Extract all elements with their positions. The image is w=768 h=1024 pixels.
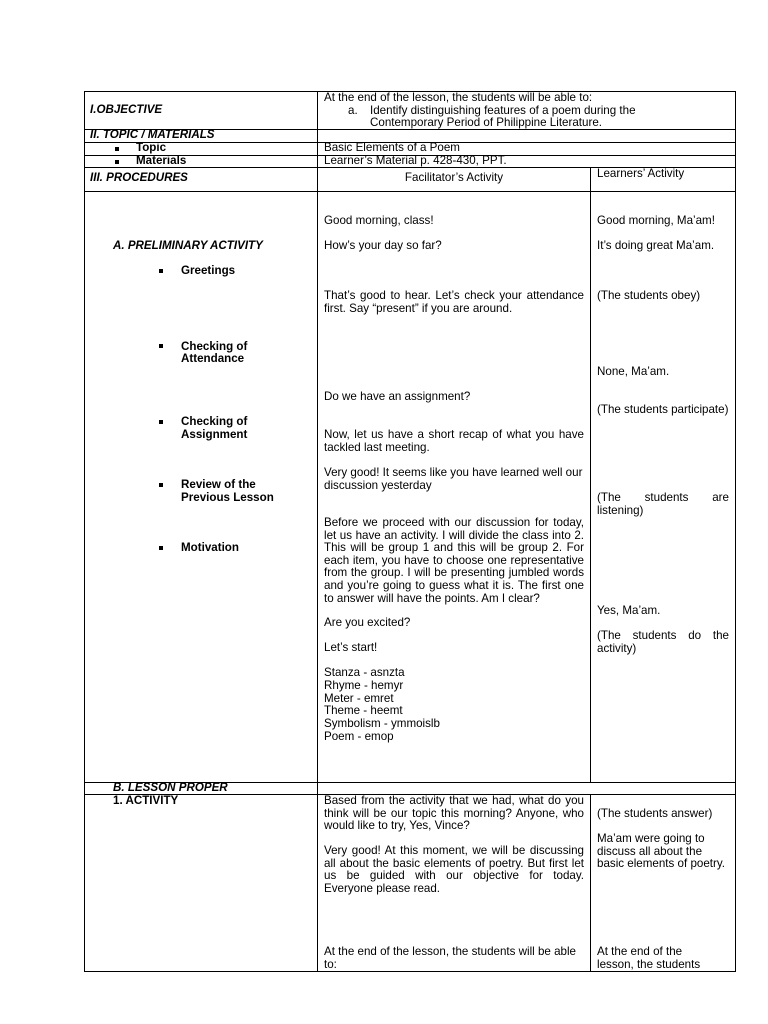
jumbled-word-6: Poem - emop [324, 730, 394, 743]
learner-activity: (The students do the activity) [597, 629, 729, 655]
table-border-col2-lower [590, 794, 591, 972]
facilitator-review: Very good! It seems like you have learned well our discussion yesterday [324, 466, 583, 492]
jumbled-word-5: Symbolism - ymmoislb [324, 717, 440, 730]
facilitator-start: Let’s start! [324, 641, 378, 654]
topic-value: Basic Elements of a Poem [324, 141, 460, 154]
assignment-label-1: Checking of [181, 415, 248, 428]
learner-yes: Yes, Ma’am. [597, 604, 661, 617]
review-label-2: Previous Lesson [181, 491, 274, 504]
learner-objective-1: At the end of the [597, 945, 683, 958]
facilitator-objective: At the end of the lesson, the students will be able to: [324, 945, 577, 971]
table-border-col2 [590, 167, 591, 782]
table-border-col1 [317, 91, 318, 972]
learner-answer: It’s doing great Ma’am. [597, 239, 715, 252]
facilitator-question: How’s your day so far? [324, 239, 442, 252]
topic-materials-label: II. TOPIC / MATERIALS [90, 128, 215, 141]
objective-intro: At the end of the lesson, the students will be able to: [324, 91, 593, 104]
greetings-label: Greetings [181, 264, 236, 277]
learner-participate: (The students participate) [597, 403, 729, 416]
learner-objective-2: lesson, the students [597, 958, 701, 971]
facilitator-excited: Are you excited? [324, 616, 411, 629]
bullet-icon [159, 483, 163, 487]
jumbled-word-1: Stanza - asnzta [324, 666, 405, 679]
attendance-label-1: Checking of [181, 340, 248, 353]
learner-topic-answer: Ma’am were going to discuss all about the basic elements of poetry. [597, 832, 726, 871]
learner-greeting: Good morning, Ma’am! [597, 214, 715, 227]
bullet-icon [159, 420, 163, 424]
preliminary-heading: A. PRELIMINARY ACTIVITY [113, 239, 263, 252]
facilitator-greeting: Good morning, class! [324, 214, 434, 227]
jumbled-word-4: Theme - heemt [324, 704, 403, 717]
facilitator-assignment: Do we have an assignment? [324, 390, 471, 403]
row-divider [84, 191, 736, 192]
learner-none: None, Ma’am. [597, 365, 670, 378]
learner-students-answer: (The students answer) [597, 807, 713, 820]
topic-label: Topic [136, 141, 167, 154]
facilitator-attendance: That’s good to hear. Let’s check your attendance first. Say “present” if you are around. [324, 289, 584, 315]
activity-label: 1. ACTIVITY [113, 794, 179, 807]
jumbled-word-3: Meter - emret [324, 692, 394, 705]
bullet-icon [159, 269, 163, 273]
table-border-right [735, 91, 736, 972]
bullet-icon [159, 546, 163, 550]
jumbled-word-2: Rhyme - hemyr [324, 679, 404, 692]
facilitator-discussion: Very good! At this moment, we will be discussing all about the basic elements of poetry. But first let us be guided with our objective for today. Everyone please read. [324, 844, 584, 895]
facilitator-recap: Now, let us have a short recap of what you have tackled last meeting. [324, 428, 584, 454]
materials-label: Materials [136, 154, 187, 167]
learner-obey: (The students obey) [597, 289, 701, 302]
facilitator-motivation: Before we proceed with our discussion for today, let us have an activity. I will divide the class into 2. This will be group 1 and this will be group 2. For each item, you have to choose one representative from the group. I will be presenting jumbled words and you’re going to guess what it is. The first one to answer will have the points. Am I clear? [324, 516, 584, 605]
facilitator-topic-question: Based from the activity that we had, what do you think will be our topic this morning? Anyone, who would like to try, Yes, Vince? [324, 794, 584, 833]
learners-header: Learners’ Activity [597, 167, 685, 180]
attendance-label-2: Attendance [181, 352, 245, 365]
objective-item-marker: a. [348, 104, 358, 117]
objective-item-line2: Contemporary Period of Philippine Literature. [370, 116, 602, 129]
assignment-label-2: Assignment [181, 428, 248, 441]
procedures-label: III. PROCEDURES [90, 171, 188, 184]
review-label-1: Review of the [181, 478, 256, 491]
facilitator-header: Facilitator’s Activity [404, 171, 504, 184]
table-border-left [84, 91, 85, 972]
bullet-icon [115, 147, 119, 151]
bullet-icon [115, 160, 119, 164]
motivation-label: Motivation [181, 541, 239, 554]
objective-item-line1: Identify distinguishing features of a poem during the [370, 104, 636, 117]
lesson-proper-heading: B. LESSON PROPER [113, 781, 228, 794]
objective-label: I.OBJECTIVE [90, 103, 163, 116]
learner-listening: (The students are listening) [597, 491, 729, 517]
bullet-icon [159, 344, 163, 348]
materials-value: Learner’s Material p. 428-430, PPT. [324, 154, 507, 167]
